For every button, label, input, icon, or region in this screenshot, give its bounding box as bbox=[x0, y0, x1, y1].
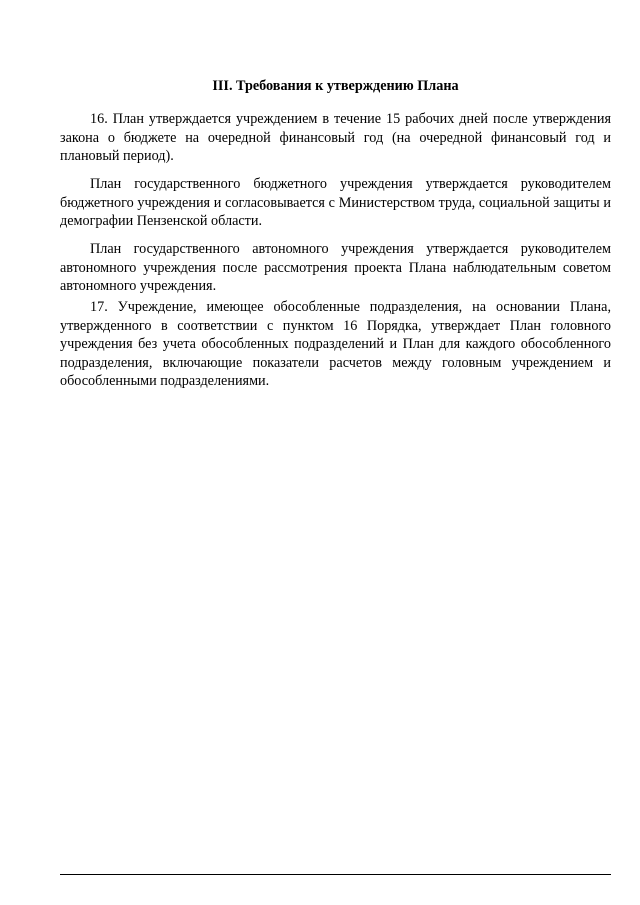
paragraph-budget-institution: План государственного бюджетного учреждения утверждается руководителем бюджетного учреждения и согласовывается с Министерством труда, социальной защиты и демографии Пензенской области. bbox=[60, 176, 611, 230]
footer-divider bbox=[60, 874, 611, 875]
paragraph-16: 16. План утверждается учреждением в течение 15 рабочих дней после утверждения закона о бюджете на очередной финансовый год (на очередной финансовый год и плановый период). bbox=[60, 111, 611, 165]
paragraph-autonomous-institution: План государственного автономного учреждения утверждается руководителем автономного учреждения после рассмотрения проекта Плана наблюдательным советом автономного учреждения. bbox=[60, 241, 611, 295]
paragraph-17: 17. Учреждение, имеющее обособленные подразделения, на основании Плана, утвержденного в соответствии с пунктом 16 Порядка, утверждает План головного учреждения без учета обособленных подразделений и План для каждого обособленного подразделения, включающие показатели расчетов между головным учреждением и обособленными подразделениями. bbox=[60, 299, 611, 390]
section-heading: III. Требования к утверждению Плана bbox=[212, 78, 459, 94]
